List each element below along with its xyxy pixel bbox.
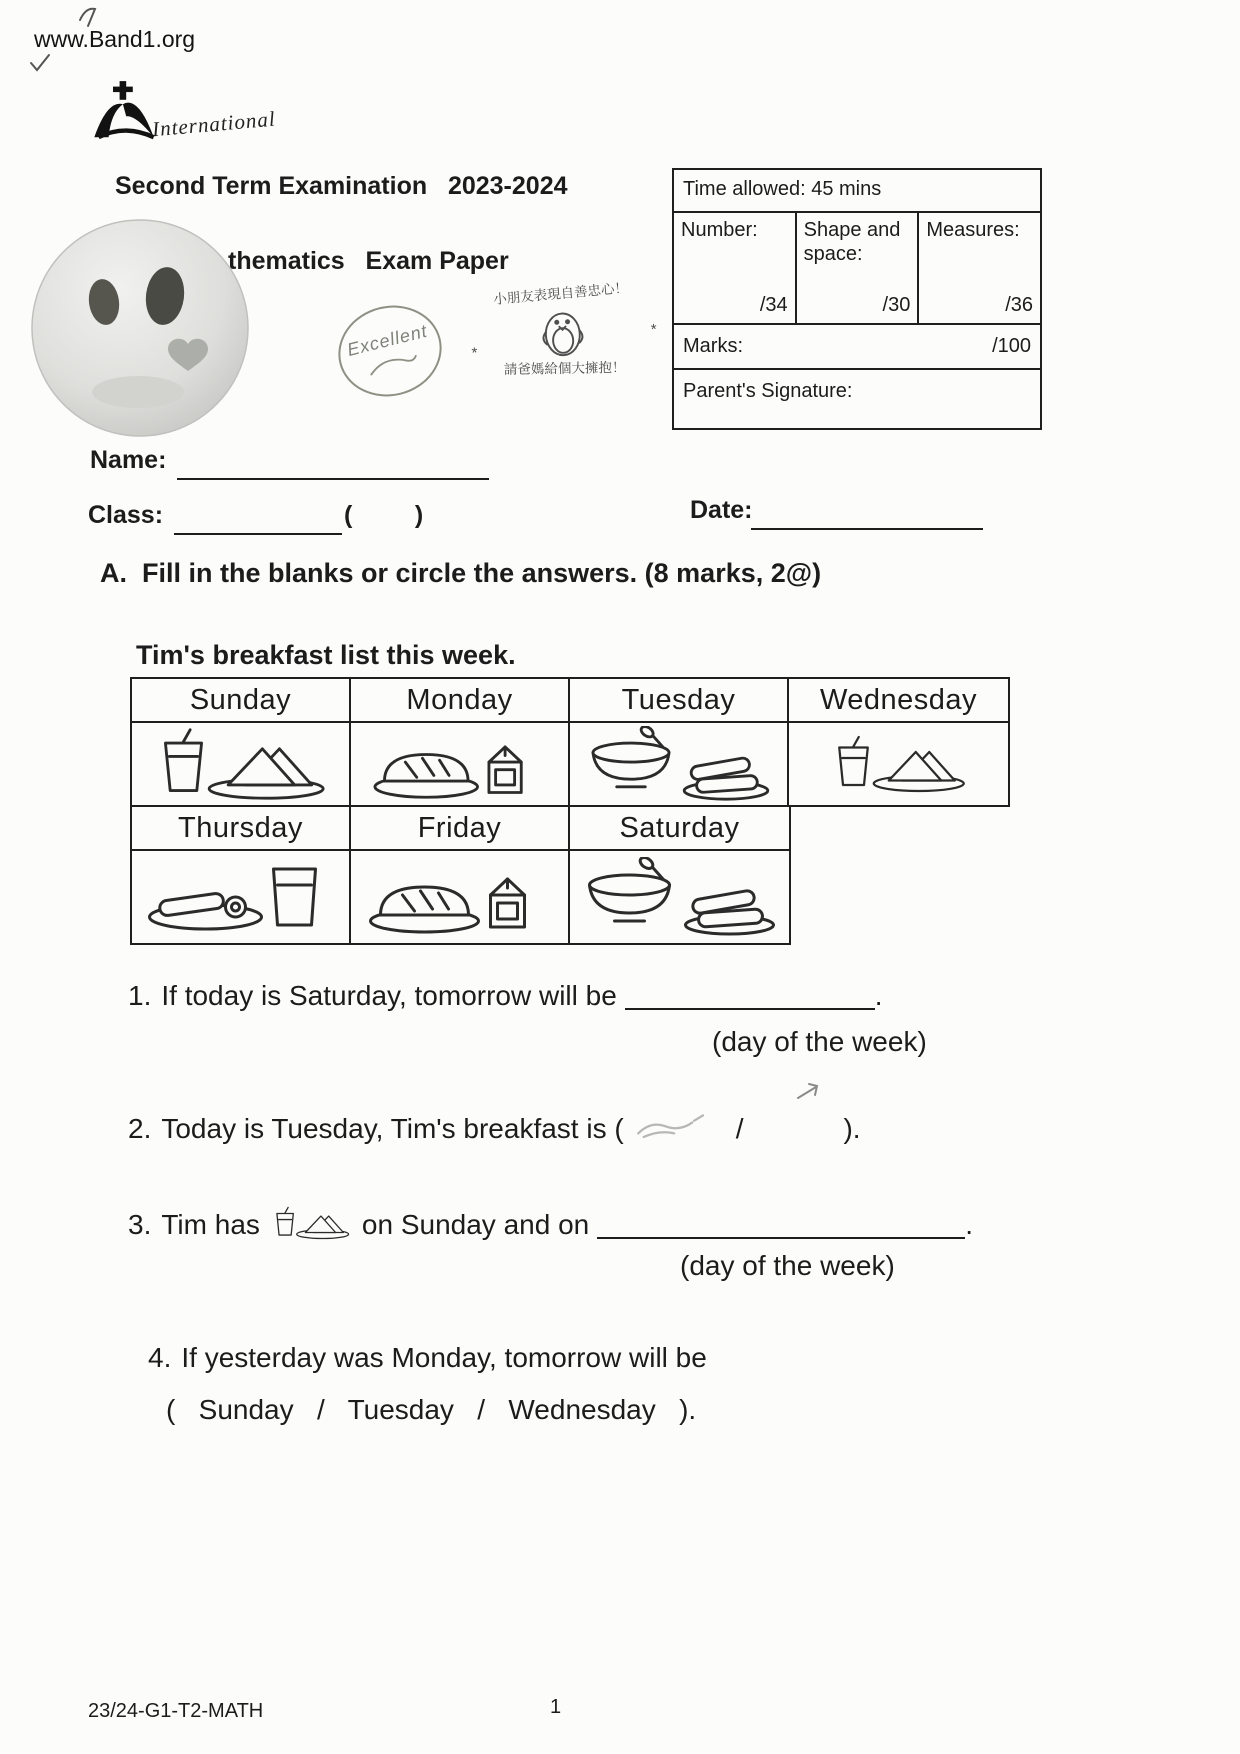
day-header-saturday: Saturday — [570, 807, 789, 851]
bread-and-milk-image — [362, 726, 557, 802]
excellent-stamp-text: Excellent — [344, 320, 430, 360]
day-header-tuesday: Tuesday — [570, 679, 789, 723]
question-number: 1. — [128, 980, 152, 1011]
breakfast-cell-wednesday — [789, 723, 1008, 805]
date-blank-line — [751, 528, 983, 530]
breakfast-cell-thursday — [132, 851, 351, 943]
juice-and-sandwich-image — [143, 726, 338, 802]
breakfast-cell-sunday — [132, 723, 351, 805]
period: . — [874, 980, 883, 1011]
time-allowed-row: Time allowed: 45 mins — [674, 170, 1040, 213]
breakfast-cell-friday — [351, 851, 570, 943]
score-sections-row — [674, 213, 1040, 325]
breakfast-table-top — [130, 677, 1010, 807]
name-label: Name: — [90, 446, 167, 474]
score-cell-label: Shape and space: — [803, 219, 901, 265]
marks-score: /100 — [992, 335, 1031, 357]
pen-mark — [28, 52, 54, 74]
question-3-hint: (day of the week) — [680, 1250, 895, 1281]
close-paren: ). — [843, 1113, 861, 1144]
watermark: www.Band1.org — [34, 26, 196, 52]
score-box — [672, 168, 1042, 430]
chinese-stamp-top-text: 小朋友表現自善忠心！ — [492, 280, 629, 307]
question-text: on Sunday and on — [361, 1209, 590, 1240]
score-cell-score: /34 — [759, 294, 788, 316]
marks-row — [674, 325, 1040, 370]
chinese-praise-stamp — [462, 281, 665, 433]
penguin-icon — [534, 304, 591, 361]
soup-and-sausages-image — [581, 726, 776, 802]
breakfast-cell-tuesday — [570, 723, 789, 805]
day-header-thursday: Thursday — [132, 807, 351, 851]
question-2 — [128, 1110, 861, 1146]
bread-and-milk-image — [362, 857, 557, 937]
soup-and-sausages-image — [582, 857, 777, 937]
day-header-monday: Monday — [351, 679, 570, 723]
juice-and-sandwich-image — [270, 1202, 352, 1244]
date-label: Date: — [690, 496, 753, 524]
breakfast-table-title: Tim's breakfast list this week. — [136, 640, 516, 670]
document-code: 23/24-G1-T2-MATH — [88, 1700, 264, 1722]
score-cell-measures — [919, 213, 1040, 323]
pencil-arrow-mark — [795, 1080, 825, 1104]
subject-title: thematics Exam Paper — [228, 247, 509, 275]
day-header-friday: Friday — [351, 807, 570, 851]
period: . — [965, 1209, 973, 1240]
question-text: If today is Saturday, tomorrow will be — [161, 980, 617, 1011]
marks-label: Marks: — [683, 335, 743, 357]
class-number-parens: ( ) — [344, 501, 424, 529]
parent-signature-row: Parent's Signature: — [683, 380, 853, 402]
question-text: Tim has — [161, 1209, 260, 1240]
question-number: 4. — [148, 1342, 172, 1373]
breakfast-cell-monday — [351, 723, 570, 805]
question-4 — [148, 1342, 707, 1374]
day-header-sunday: Sunday — [132, 679, 351, 723]
breakfast-table-bottom — [130, 805, 791, 945]
smiley-face-sticker — [28, 216, 256, 440]
question-1-hint: (day of the week) — [712, 1026, 927, 1057]
score-cell-label: Measures: — [926, 219, 1020, 241]
section-a-heading: A. Fill in the blanks or circle the answers. (8 marks, 2@) — [100, 558, 822, 588]
question-4-options: ( Sunday / Tuesday / Wednesday ). — [166, 1394, 697, 1425]
score-cell-shape-space — [797, 213, 920, 323]
sparkle-icon: * — [471, 344, 478, 362]
class-label: Class: — [88, 501, 164, 529]
question-3 — [128, 1202, 973, 1244]
juice-and-sandwich-image — [826, 734, 971, 794]
chinese-stamp-bottom-text: 請爸媽給個大擁抱！ — [503, 359, 626, 377]
exam-title: Second Term Examination 2023-2024 — [115, 172, 568, 200]
day-header-wednesday: Wednesday — [789, 679, 1008, 723]
page-number: 1 — [550, 1696, 562, 1718]
score-cell-score: /36 — [1005, 294, 1034, 316]
answer-blank — [597, 1209, 965, 1239]
option-slash: / — [735, 1113, 744, 1144]
breakfast-cell-saturday — [570, 851, 789, 943]
question-number: 3. — [128, 1209, 152, 1240]
score-cell-label: Number: — [681, 219, 758, 241]
question-text: If yesterday was Monday, tomorrow will be — [181, 1342, 707, 1373]
question-1 — [128, 980, 883, 1012]
sparkle-icon: * — [650, 321, 658, 339]
excellent-stamp — [329, 295, 452, 407]
question-text: Today is Tuesday, Tim's breakfast is ( — [161, 1113, 624, 1144]
faint-breakfast-sketch — [630, 1110, 722, 1146]
question-number: 2. — [128, 1113, 152, 1144]
score-cell-number — [674, 213, 797, 323]
answer-blank — [625, 980, 875, 1010]
school-logo-text: International — [151, 106, 277, 142]
class-blank-line — [174, 533, 342, 535]
name-blank-line — [177, 478, 489, 480]
score-cell-score: /30 — [882, 294, 911, 316]
sausages-and-milk-image — [143, 857, 338, 937]
